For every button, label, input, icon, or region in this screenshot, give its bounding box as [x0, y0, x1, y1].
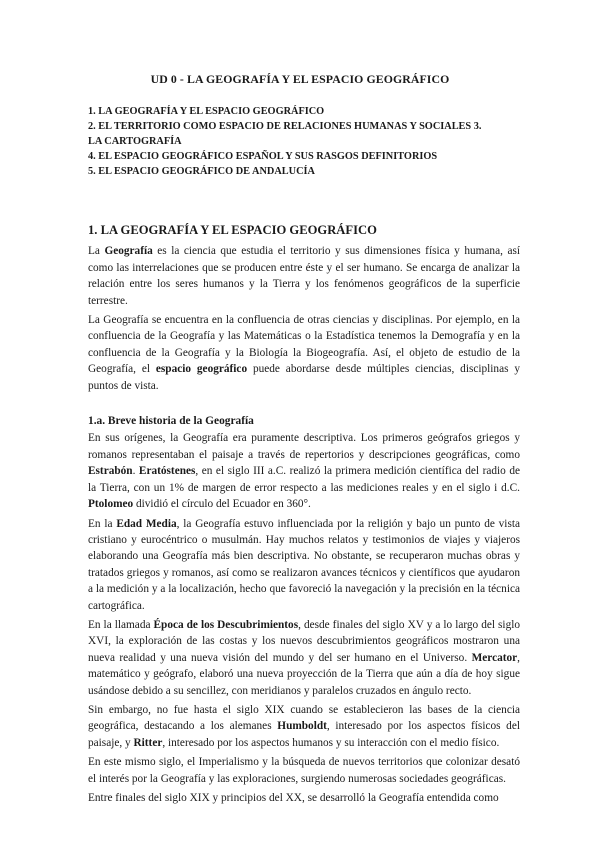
bold-term: Época de los Descubrimientos [153, 618, 299, 631]
bold-term: Humboldt [277, 720, 327, 733]
bold-term: Mercator [471, 651, 518, 664]
text-run: La [88, 245, 105, 258]
spacer [88, 397, 520, 413]
document-title: UD 0 - LA GEOGRAFÍA Y EL ESPACIO GEOGRÁFICO [150, 72, 450, 86]
paragraph [88, 516, 520, 614]
paragraph [88, 702, 520, 751]
text-run: , la Geografía estuvo influenciada por la religión y bajo un punto de vista cristiano y eurocéntrico o musulmán. Hay muchos relatos y testimonios de viajes y viajeros elaborando una Geografía más bien descriptiva. No obstante, se recuperaron muchas obras y tratados griegos y romanos, así como se realizaron avances técnicos y científicos que ayudaron a la medición y a la localización, hecho que favoreció la navegación y la precisión en la técnica cartográfica. [88, 517, 520, 612]
toc-item: 5. EL ESPACIO GEOGRÁFICO DE ANDALUCÍA [88, 166, 315, 177]
text-run: , matemático y geógrafo, elaboró una nueva proyección de la Tierra que aún a día de hoy sigue usándose debido a su sencillez, con meridianos y paralelos cruzados en ángulo recto. [88, 651, 520, 697]
paragraph [88, 430, 520, 512]
section-heading: 1. LA GEOGRAFÍA Y EL ESPACIO GEOGRÁFICO [88, 223, 377, 237]
text-run: En sus orígenes, la Geografía era puramente descriptiva. Los primeros geógrafos griegos y romanos representaban el paisaje a través de repertorios y descripciones geográficas, como [88, 432, 520, 461]
bold-term: espacio geográfico [155, 363, 248, 376]
text-run: dividió el círculo del Ecuador en 360°. [133, 498, 311, 511]
bold-term: Edad Media [116, 517, 177, 530]
paragraph [88, 617, 520, 699]
bold-term: Geografía [104, 245, 153, 258]
text-run: , interesado por los aspectos físicos del paisaje, y [88, 720, 520, 749]
bold-term: Estrabón [88, 465, 133, 478]
text-run: , desde finales del siglo XV y a lo largo del siglo XVI, la exploración de las costas y los nuevos descubrimientos geográficos mostraron una nueva realidad y una nueva visión del mundo y del ser humano en el Universo. [88, 618, 520, 664]
text-run: , en el siglo III a.C. realizó la primera medición científica del radio de la Tierra, con un 1% de margen de error respecto a las mediciones reales y en el siglo i d.C. [88, 465, 520, 494]
text-run: puede abordarse desde múltiples ciencias, disciplinas y puntos de vista. [88, 363, 521, 392]
paragraph: Entre finales del siglo XIX y principios del XX, se desarrolló la Geografía entendida como [88, 792, 499, 804]
subsection-heading: 1.a. Breve historia de la Geografía [88, 415, 254, 428]
toc-item: LA CARTOGRAFÍA [88, 136, 182, 147]
toc-item: 1. LA GEOGRAFÍA Y EL ESPACIO GEOGRÁFICO [88, 106, 325, 117]
table-of-contents [88, 104, 528, 179]
text-run: . [132, 465, 139, 478]
toc-item: 4. EL ESPACIO GEOGRÁFICO ESPAÑOL Y SUS RASGOS DEFINITORIOS [88, 151, 438, 162]
document-body [88, 222, 520, 809]
paragraph: En este mismo siglo, el Imperialismo y la búsqueda de nuevos territorios que colonizar desató el interés por la Geografía y las exploraciones, surgiendo numerosas sociedades geográficas. [88, 756, 520, 785]
toc-item: 2. EL TERRITORIO COMO ESPACIO DE RELACIONES HUMANAS Y SOCIALES 3. [88, 121, 482, 132]
text-run: La Geografía se encuentra en la confluencia de otras ciencias y disciplinas. Por ejemplo, en la confluencia de la Geografía y las Matemáticas o la Estadística tenemos la Demografía y en la confluencia de la Geografía y la Biología la Biogeografía. Así, el objeto de estudio de la Geografía, el [88, 314, 520, 376]
bold-term: Ptolomeo [88, 498, 134, 511]
bold-term: Eratóstenes [138, 465, 196, 478]
text-run: Sin embargo, no fue hasta el siglo XIX cuando se establecieron las bases de la ciencia geográfica, destacando a los alemanes [88, 703, 520, 733]
text-run: En la [88, 517, 117, 530]
text-run: En la llamada [88, 618, 154, 631]
bold-term: Ritter [133, 736, 163, 749]
paragraph [88, 243, 520, 309]
text-run: , interesado por los aspectos humanos y su interacción con el medio físico. [162, 736, 500, 749]
text-run: es la ciencia que estudia el territorio y sus dimensiones física y humana, así como las interrelaciones que se producen entre éste y el ser humano. Se encarga de analizar la relación entre los seres humanos y la Tierra y los fenómenos geográficos de la superficie terrestre. [88, 245, 520, 307]
paragraph [88, 312, 520, 394]
